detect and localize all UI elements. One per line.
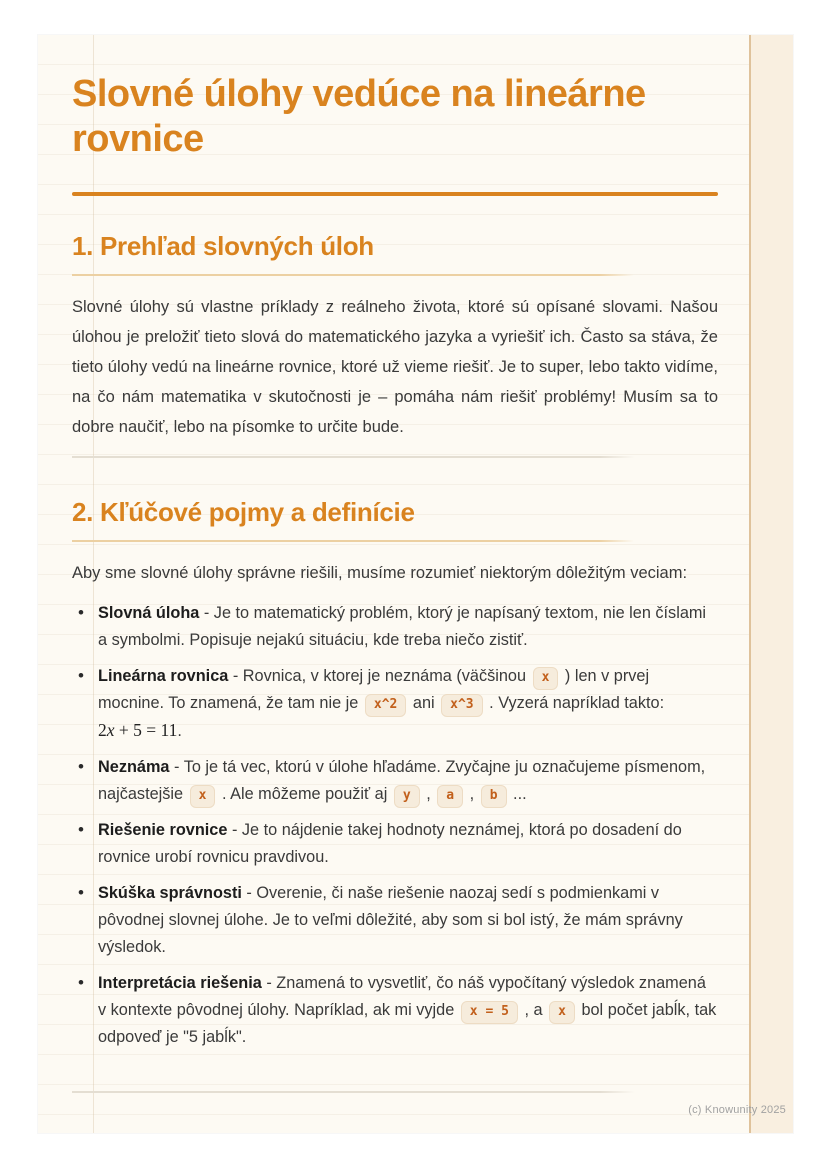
page-title: Slovné úlohy vedúce na lineárne rovnice bbox=[72, 73, 646, 160]
inline-code-chip: b bbox=[481, 785, 507, 808]
heading-underline bbox=[72, 274, 634, 276]
list-item: • Skúška správnosti - Overenie, či naše riešenie naozaj sedí s podmienkami v pôvodnej slovnej úlohe. Je to veľmi dôležité, aby som si bol istý, že mám správny výsledok. bbox=[72, 880, 718, 961]
term-label: Slovná úloha bbox=[98, 604, 200, 622]
list-item: • Interpretácia riešenia - Znamená to vysvetliť, čo náš vypočítaný výsledok znamená v kontexte pôvodnej úlohy. Napríklad, ak mi vyjde x = 5 , a x bol počet jabĺk, tak odpoveď je "5 jabĺk". bbox=[72, 970, 718, 1051]
inline-code-chip: a bbox=[437, 785, 463, 808]
section-2-heading: 2. Kľúčové pojmy a definície bbox=[72, 497, 415, 527]
term-label: Neznáma bbox=[98, 758, 170, 776]
inline-code-chip: x = 5 bbox=[461, 1001, 518, 1024]
inline-code-chip: x bbox=[533, 667, 559, 690]
term-label: Riešenie rovnice bbox=[98, 821, 228, 839]
list-item: • Neznáma - To je tá vec, ktorú v úlohe hľadáme. Zvyčajne ju označujeme písmenom, najčastejšie x . Ale môžeme použiť aj y , a , b ... bbox=[72, 754, 718, 808]
list-item: • Riešenie rovnice - Je to nájdenie takej hodnoty neznámej, ktorá po dosadení do rovnice urobí rovnicu pravdivou. bbox=[72, 817, 718, 871]
title-rule bbox=[72, 192, 718, 196]
heading-underline bbox=[72, 540, 634, 542]
term-label: Skúška správnosti bbox=[98, 884, 242, 902]
list-item: • Slovná úloha - Je to matematický problém, ktorý je napísaný textom, nie len číslami a symbolmi. Popisuje nejakú situáciu, kde treba niečo zistiť. bbox=[72, 600, 718, 654]
math-expression: 2x + 5 = 11 bbox=[98, 720, 178, 740]
section-1-heading: 1. Prehľad slovných úloh bbox=[72, 231, 374, 261]
term-label: Interpretácia riešenia bbox=[98, 974, 262, 992]
section-2-intro: Aby sme slovné úlohy správne riešili, musíme rozumieť niektorým dôležitým veciam: bbox=[72, 564, 688, 582]
bullet-list bbox=[72, 600, 718, 1051]
inline-code-chip: x bbox=[549, 1001, 575, 1024]
inline-code-chip: x bbox=[190, 785, 216, 808]
inline-code-chip: x^2 bbox=[365, 694, 406, 717]
page-content bbox=[72, 35, 718, 1051]
inline-code-chip: x^3 bbox=[441, 694, 482, 717]
section-2 bbox=[72, 495, 718, 1051]
term-label: Lineárna rovnica bbox=[98, 667, 229, 685]
page-edge-strip bbox=[749, 35, 793, 1133]
footer-credit: (c) Knowunity 2025 bbox=[688, 1104, 786, 1116]
list-item: • Lineárna rovnica - Rovnica, v ktorej je neznáma (väčšinou x ) len v prvej mocnine. To znamená, že tam nie je x^2 ani x^3 . Vyzerá napríklad takto: 2x + 5 = 11. bbox=[72, 663, 718, 745]
document-page bbox=[38, 35, 793, 1133]
footer-divider bbox=[72, 1091, 635, 1093]
section-1-paragraph: Slovné úlohy sú vlastne príklady z reálneho života, ktoré sú opísané slovami. Našou úlohou je preložiť tieto slová do matematického jazyka a vyriešiť ich. Často sa stáva, že tieto úlohy vedú na lineárne rovnice, ktoré už vieme riešiť. Je to super, lebo takto vidíme, na čo nám matematika v skutočnosti je – pomáha nám riešiť problémy! Musím sa to dobre naučiť, lebo na písomke to určite bude. bbox=[72, 298, 718, 436]
section-divider bbox=[72, 456, 635, 458]
inline-code-chip: y bbox=[394, 785, 420, 808]
section-1 bbox=[72, 229, 718, 442]
